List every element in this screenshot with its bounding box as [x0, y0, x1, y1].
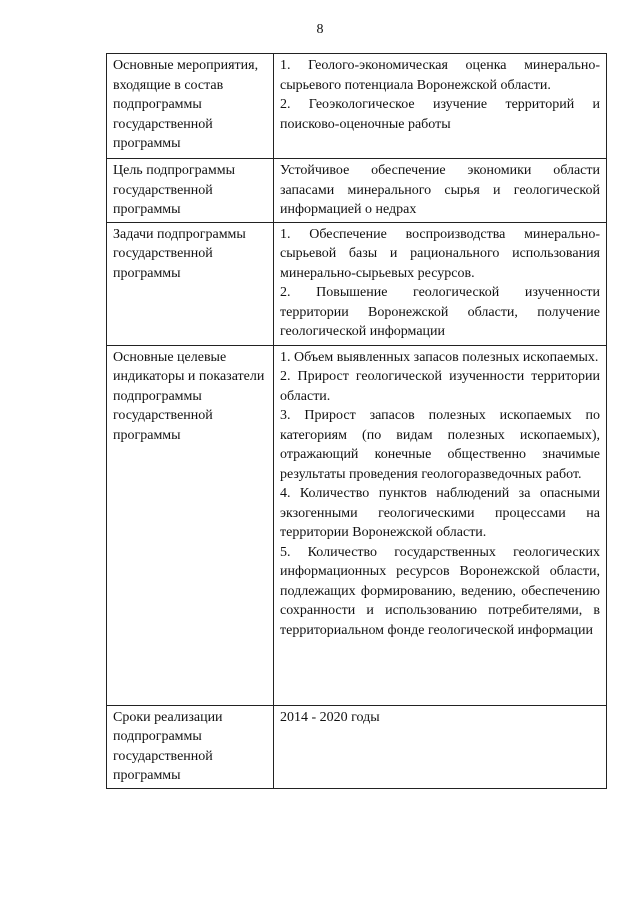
- row-label: Основные мероприятия, входящие в состав подпрограммы государственной программы: [107, 54, 274, 159]
- page-number: 8: [316, 22, 324, 37]
- content-item: Устойчивое обеспечение экономики области запасами минерального сырья и геологической информацией о недрах: [280, 163, 600, 217]
- row-content: [274, 705, 607, 788]
- row-content: [274, 222, 607, 345]
- row-label: Цель подпрограммы государственной программы: [107, 159, 274, 223]
- row-content: [274, 159, 607, 223]
- content-item: 5. Количество государственных геологических информационных ресурсов Воронежской области, подлежащих формированию, ведению, обеспечению сохранности и использованию потребителями, в территориальном фонде геологической информации: [280, 544, 600, 638]
- content-item: 4. Количество пунктов наблюдений за опасными экзогенными геологическими процессами на территории Воронежской области.: [280, 486, 600, 540]
- row-label: Основные целевые индикаторы и показатели подпрограммы государственной программы: [107, 345, 274, 705]
- table-row: [107, 345, 607, 705]
- row-label: Сроки реализации подпрограммы государственной программы: [107, 705, 274, 788]
- subprogram-passport-table: [106, 53, 607, 789]
- content-item: 2014 - 2020 годы: [280, 709, 380, 725]
- content-item: 1. Обеспечение воспроизводства минерально-сырьевой базы и рационального использования минерально-сырьевых ресурсов.: [280, 226, 600, 281]
- row-content: [274, 54, 607, 159]
- content-item: 1. Геолого-экономическая оценка минерально-сырьевого потенциала Воронежской области.: [280, 58, 600, 93]
- content-item: 1. Объем выявленных запасов полезных ископаемых.: [280, 349, 599, 365]
- table-row: [107, 159, 607, 223]
- table-row: [107, 222, 607, 345]
- content-item: 2. Геоэкологическое изучение территорий и поисково-оценочные работы: [280, 97, 600, 132]
- row-content: [274, 345, 607, 705]
- table-row: [107, 54, 607, 159]
- content-item: 2. Прирост геологической изученности территории области.: [280, 369, 600, 404]
- content-item: 2. Повышение геологической изученности территории Воронежской области, получение геологической информации: [280, 285, 600, 339]
- content-item: 3. Прирост запасов полезных ископаемых по категориям (по видам полезных ископаемых), отражающий конечные общественно значимые результаты проведения геологоразведочных работ.: [280, 408, 600, 482]
- row-label: Задачи подпрограммы государственной программы: [107, 222, 274, 345]
- table-row: [107, 705, 607, 788]
